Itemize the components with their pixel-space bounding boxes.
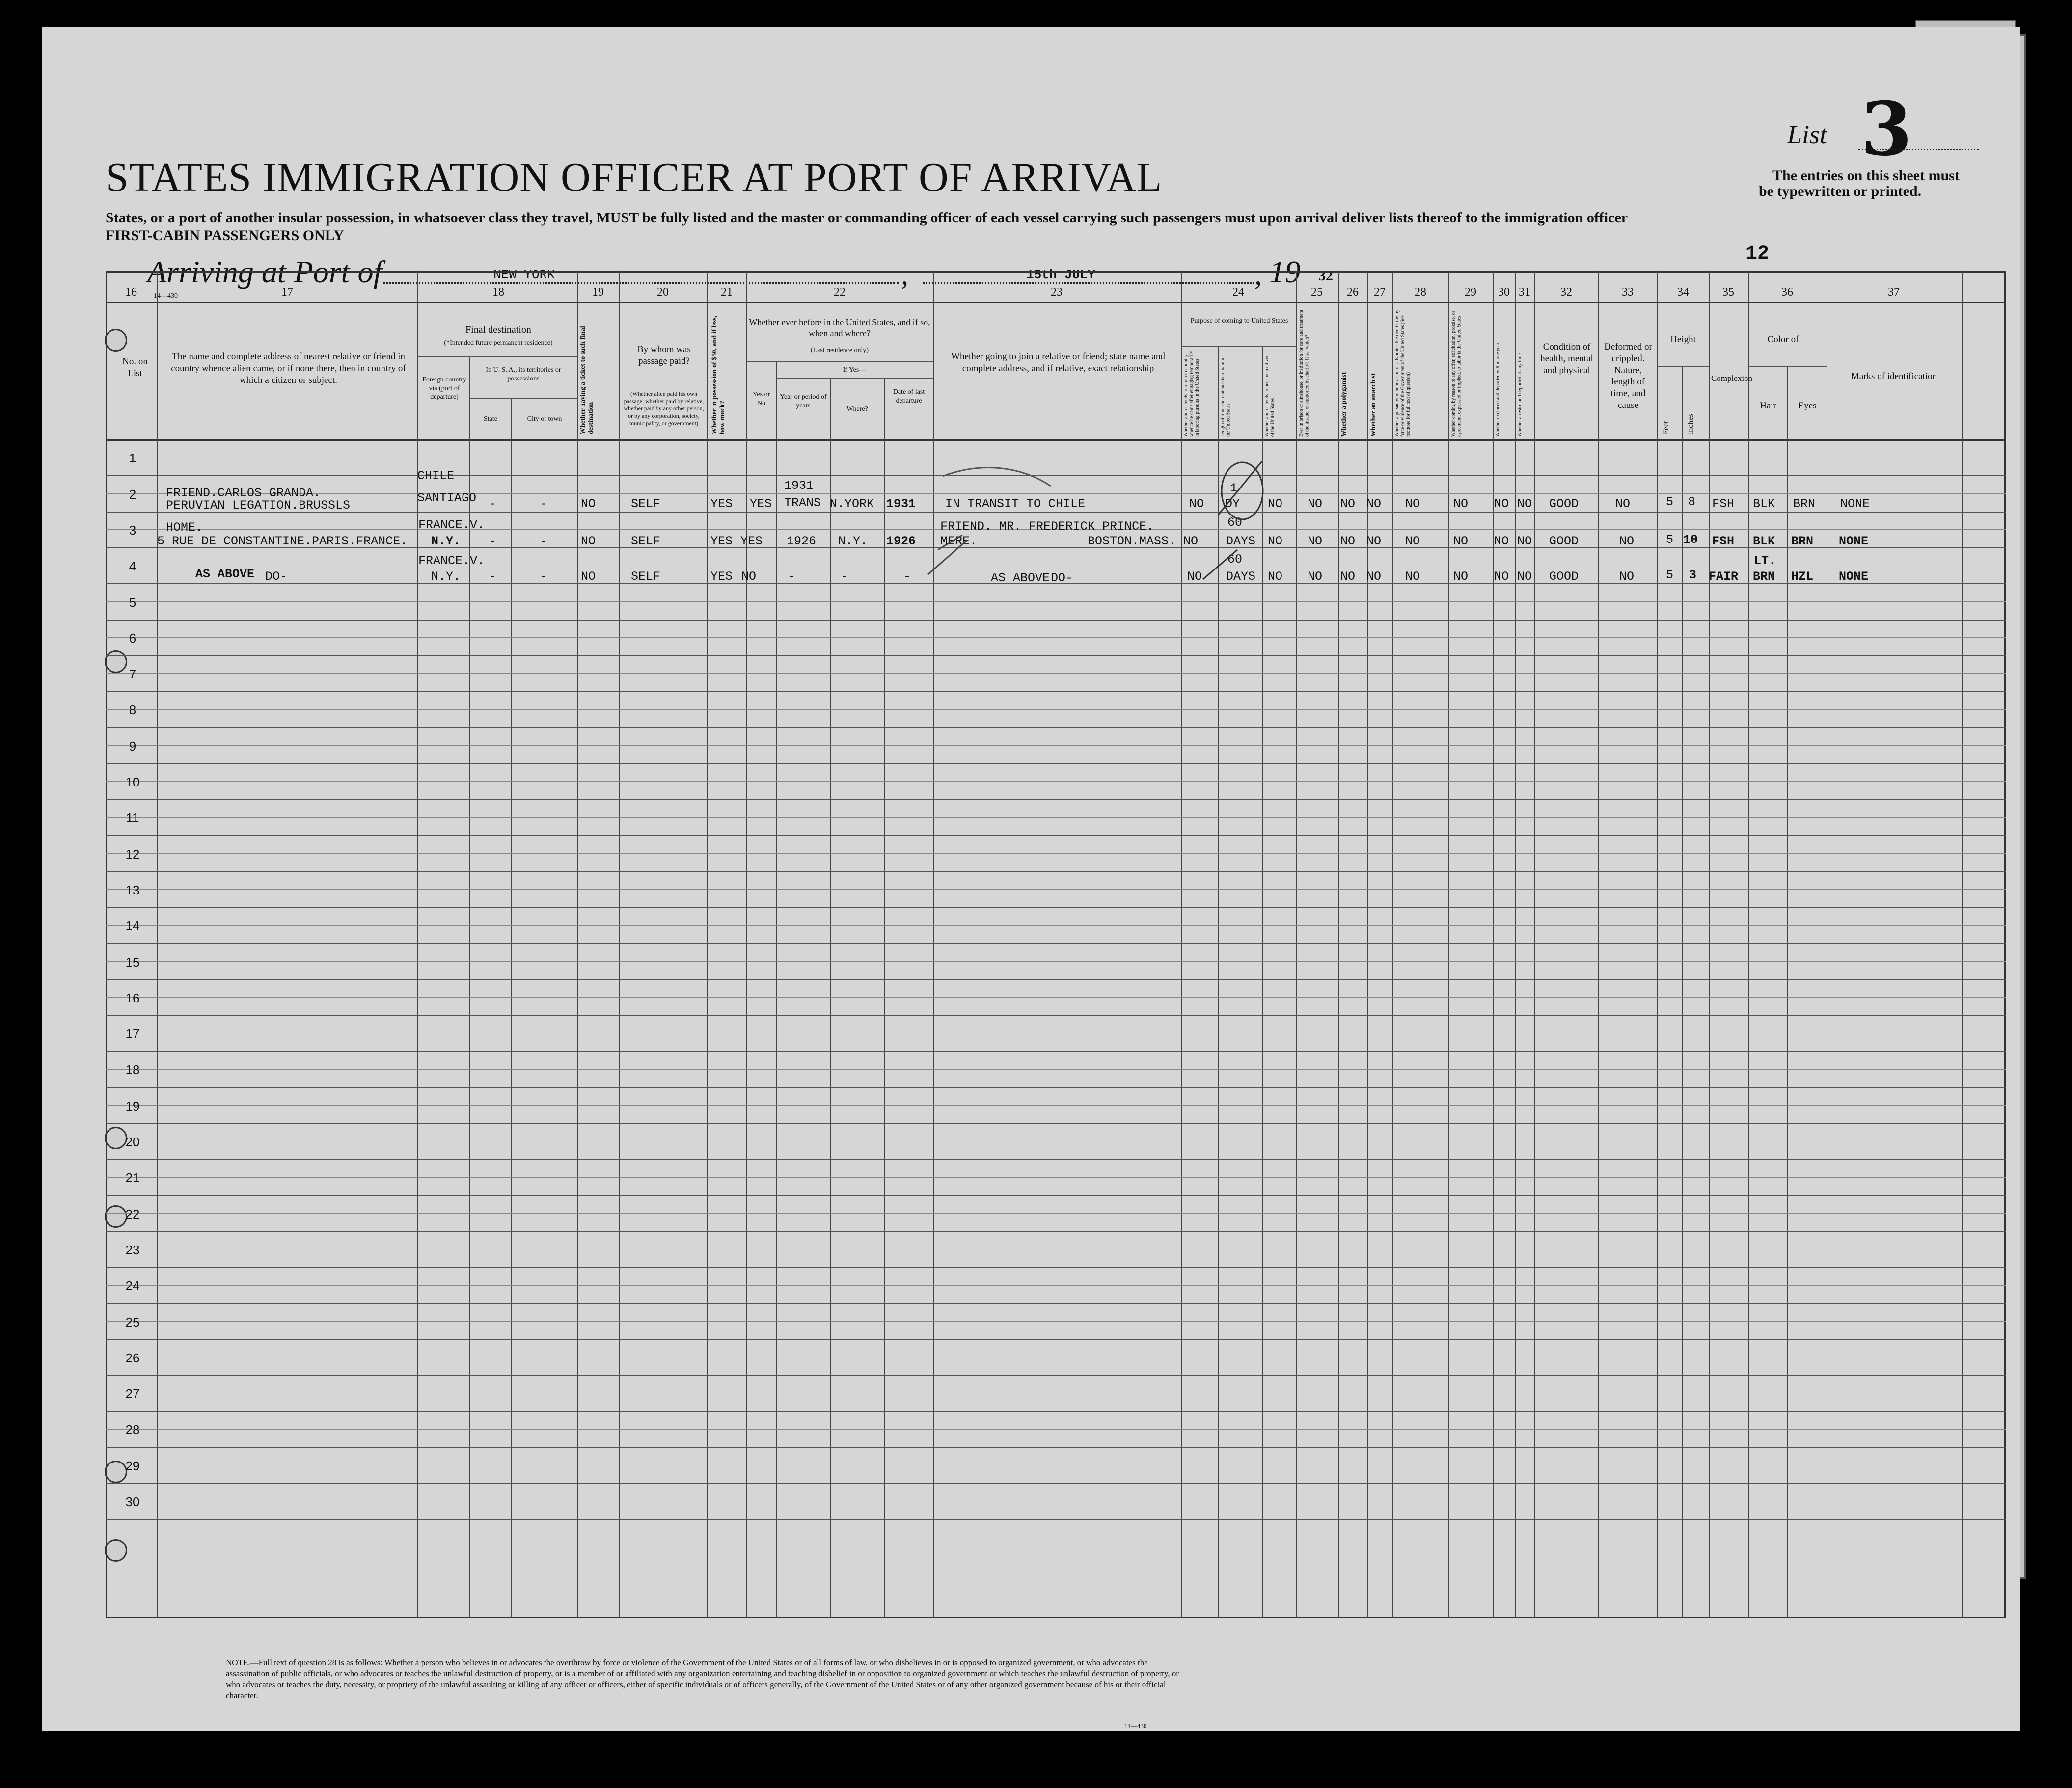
entry-3-inches: 3 bbox=[1689, 568, 1697, 582]
entry-2-last-departure: 1926 bbox=[886, 534, 916, 548]
row-subrule bbox=[106, 1105, 2006, 1106]
entry-3-year: - bbox=[788, 569, 796, 584]
pencil-marks bbox=[923, 432, 1296, 589]
column-divider bbox=[1515, 271, 1516, 1618]
row-number: 25 bbox=[125, 1314, 140, 1329]
pencil-circle bbox=[1222, 462, 1263, 519]
header-health: Condition of health, mental and physical bbox=[1540, 342, 1593, 376]
header-foreign-country: Foreign country via (port of departure) bbox=[422, 376, 466, 401]
row-rule bbox=[106, 907, 2006, 908]
entry-1-labor-offer: NO bbox=[1453, 497, 1469, 511]
entry-1-before: YES bbox=[750, 497, 772, 511]
entry-1-health: GOOD bbox=[1549, 497, 1579, 511]
footnote-form-number: 14—430 bbox=[1124, 1722, 1147, 1730]
subheader-rule bbox=[469, 398, 577, 399]
header-deformed: Deformed or crippled. Nature, length of time, and cause bbox=[1604, 342, 1652, 410]
entry-1-inches: 8 bbox=[1688, 495, 1696, 509]
entry-2-purpose-citizen: NO bbox=[1268, 534, 1283, 548]
entry-1-foreign-port: SANTIAGO bbox=[417, 491, 477, 505]
row-rule bbox=[106, 655, 2006, 656]
header-passage-paid: By whom was passage paid? bbox=[637, 344, 691, 366]
row-subrule bbox=[106, 817, 2006, 818]
entry-3-purpose-return: NO bbox=[1187, 569, 1202, 584]
row-number: 13 bbox=[125, 882, 140, 897]
column-number: 17 bbox=[281, 286, 293, 298]
header-no-on-list: No. on List bbox=[122, 356, 148, 379]
row-number: 26 bbox=[125, 1350, 140, 1365]
entry-2-purpose-length: 60 bbox=[1227, 515, 1243, 530]
entry-2-complexion: FSH bbox=[1712, 534, 1735, 548]
entry-3-excluded: NO bbox=[1494, 569, 1509, 584]
entry-2-eyes: BRN bbox=[1791, 534, 1814, 548]
entry-2-feet: 5 bbox=[1666, 533, 1674, 547]
row-rule bbox=[106, 1123, 2006, 1124]
entry-2-paid-by: SELF bbox=[631, 534, 661, 548]
column-number: 35 bbox=[1722, 286, 1734, 298]
header-ticket: Whether having a ticket to such final destination bbox=[579, 326, 595, 434]
row-subrule bbox=[106, 1285, 2006, 1286]
column-number: 32 bbox=[1560, 286, 1572, 298]
column-number: 37 bbox=[1888, 286, 1900, 298]
entry-3-purpose-length: 60 bbox=[1227, 552, 1243, 567]
header-height: Height bbox=[1670, 334, 1696, 345]
entry-2-hair: BLK bbox=[1753, 534, 1775, 548]
entry-3-polygamist: NO bbox=[1340, 569, 1356, 584]
row-subrule bbox=[106, 745, 2006, 746]
column-divider bbox=[1787, 366, 1788, 1618]
column-divider bbox=[776, 361, 777, 1618]
row-rule bbox=[106, 1519, 2006, 1520]
entry-3-arrested: NO bbox=[1517, 569, 1532, 584]
header-complexion: Complexion bbox=[1711, 374, 1753, 383]
header-eyes: Eyes bbox=[1798, 401, 1817, 411]
column-number: 24 bbox=[1232, 286, 1244, 298]
column-number: 18 bbox=[492, 286, 504, 298]
column-divider bbox=[619, 271, 620, 1618]
entry-3-labor-offer: NO bbox=[1453, 569, 1469, 584]
entry-2-foreign-port: N.Y. bbox=[431, 534, 461, 548]
entry-3-marks: NONE bbox=[1839, 569, 1869, 584]
row-subrule bbox=[106, 601, 2006, 602]
entry-1-polygamist: NO bbox=[1340, 497, 1356, 511]
row-number: 23 bbox=[125, 1242, 140, 1257]
pencil-stroke bbox=[928, 540, 967, 574]
column-number: 25 bbox=[1311, 286, 1323, 298]
entry-3-money: YES bbox=[710, 569, 733, 584]
row-rule bbox=[106, 727, 2006, 728]
row-number: 19 bbox=[125, 1098, 140, 1113]
entry-3-paid-by: SELF bbox=[631, 569, 661, 584]
list-note: be typewritten or printed. bbox=[1759, 183, 1922, 199]
row-subrule bbox=[106, 781, 2006, 782]
row-rule bbox=[106, 1483, 2006, 1484]
entry-3-overthrow: NO bbox=[1405, 569, 1420, 584]
row-number: 16 bbox=[125, 990, 140, 1005]
column-divider bbox=[511, 398, 512, 1618]
comma: , bbox=[1254, 258, 1262, 291]
row-subrule bbox=[106, 637, 2006, 638]
entry-3-hair-shade: LT. bbox=[1754, 554, 1776, 568]
column-number: 21 bbox=[721, 286, 733, 298]
entry-1-purpose-return: NO bbox=[1189, 497, 1204, 511]
row-subrule bbox=[106, 673, 2006, 674]
header-final-destination-note: (*Intended future permanent residence) bbox=[444, 339, 553, 347]
row-number: 30 bbox=[125, 1494, 140, 1509]
row-number: 29 bbox=[125, 1458, 140, 1473]
column-divider bbox=[884, 378, 885, 1618]
header-if-yes: If Yes— bbox=[843, 366, 866, 374]
entry-1-relative-address: PERUVIAN LEGATION.BRUSSLS bbox=[166, 498, 351, 513]
entry-3-ticket: NO bbox=[581, 569, 596, 584]
entry-2-deformed: NO bbox=[1619, 534, 1635, 548]
entry-3-relative: AS ABOVE bbox=[195, 567, 255, 581]
pencil-stroke bbox=[1203, 550, 1237, 579]
row-number: 17 bbox=[125, 1027, 140, 1042]
entry-1-purpose-length-unit: DY bbox=[1225, 497, 1240, 511]
header-anarchist: Whether an anarchist bbox=[1370, 373, 1377, 437]
entry-1-ticket: NO bbox=[581, 497, 596, 511]
entry-2-marks: NONE bbox=[1839, 534, 1869, 548]
row-rule bbox=[106, 620, 2006, 621]
row-rule bbox=[106, 1015, 2006, 1016]
entry-1-eyes: BRN bbox=[1793, 497, 1816, 511]
entry-2-join-relation: MERE. bbox=[940, 534, 978, 548]
entry-2-where: N.Y. bbox=[838, 534, 868, 548]
column-divider bbox=[1392, 271, 1393, 1618]
entry-1-excluded: NO bbox=[1494, 497, 1509, 511]
entry-2-arrested: NO bbox=[1517, 534, 1532, 548]
column-number: 31 bbox=[1519, 286, 1530, 298]
entry-3-purpose-length-unit: DAYS bbox=[1226, 569, 1256, 584]
entry-1-purpose-citizen: NO bbox=[1268, 497, 1283, 511]
header-purpose-length: Length of time alien intends to remain in the United States bbox=[1220, 356, 1231, 437]
column-divider bbox=[1962, 271, 1963, 1618]
column-number: 30 bbox=[1498, 286, 1510, 298]
header-last-residence: (Last residence only) bbox=[810, 347, 869, 354]
column-number: 28 bbox=[1415, 286, 1426, 298]
header-money: Whether in possession of $50, and if less, how much? bbox=[711, 315, 727, 434]
row-subrule bbox=[106, 997, 2006, 998]
column-divider bbox=[1682, 366, 1683, 1618]
header-hair: Hair bbox=[1760, 401, 1776, 411]
row-number: 10 bbox=[125, 775, 140, 789]
entry-1-hair: BLK bbox=[1753, 497, 1775, 511]
entry-3-foreign-port: N.Y. bbox=[431, 569, 461, 584]
entry-2-anarchist: NO bbox=[1366, 534, 1382, 548]
row-number: 27 bbox=[125, 1386, 140, 1402]
pencil-stroke bbox=[943, 468, 1051, 486]
entry-3-feet: 5 bbox=[1666, 568, 1674, 582]
arriving-label: Arriving at Port of bbox=[147, 254, 382, 289]
row-number: 7 bbox=[129, 667, 136, 682]
year-value: 32 bbox=[1318, 268, 1333, 284]
entry-2-relative-address: 5 RUE DE CONSTANTINE.PARIS.FRANCE. bbox=[157, 534, 408, 548]
header-passage-note: (Whether alien paid his own passage, whether paid by relative, whether paid by any other person, or by any corporation, society, municipality, or government) bbox=[624, 390, 704, 427]
entry-2-foreign-country: FRANCE.V. bbox=[418, 518, 485, 532]
row-rule bbox=[106, 835, 2006, 836]
entry-3-city: - bbox=[540, 569, 548, 584]
subheader-rule bbox=[746, 361, 933, 362]
column-divider bbox=[1493, 271, 1494, 1618]
row-number: 3 bbox=[129, 522, 136, 538]
header-in-usa: In U. S. A., its territories or possessions bbox=[486, 366, 561, 382]
column-divider bbox=[1657, 271, 1658, 1618]
column-divider bbox=[707, 271, 708, 1618]
column-number: 34 bbox=[1677, 286, 1689, 298]
column-number: 36 bbox=[1781, 286, 1793, 298]
row-number: 2 bbox=[129, 487, 136, 502]
column-divider bbox=[157, 271, 158, 1618]
entry-3-purpose-citizen: NO bbox=[1268, 569, 1283, 584]
row-number: 6 bbox=[129, 630, 136, 646]
column-divider bbox=[830, 378, 831, 1618]
row-subrule bbox=[106, 1069, 2006, 1070]
row-rule bbox=[106, 1411, 2006, 1412]
form-number: 14—430 bbox=[154, 292, 178, 299]
entry-1-prison: NO bbox=[1308, 497, 1323, 511]
row-rule bbox=[106, 1303, 2006, 1304]
year-prefix: 19 bbox=[1269, 254, 1301, 289]
row-rule bbox=[106, 943, 2006, 944]
entry-3-where: - bbox=[841, 569, 848, 584]
row-number: 21 bbox=[125, 1170, 140, 1186]
row-number: 14 bbox=[125, 919, 140, 934]
entry-2-state: - bbox=[489, 534, 496, 548]
entry-3-foreign-country: FRANCE.V. bbox=[418, 554, 485, 568]
entry-3-join-ditto: DO- bbox=[1051, 571, 1073, 585]
row-number: 4 bbox=[129, 559, 136, 574]
entry-1-complexion: FSH bbox=[1712, 497, 1735, 511]
row-rule bbox=[106, 1447, 2006, 1448]
column-divider bbox=[1338, 271, 1339, 1618]
row-number: 24 bbox=[125, 1278, 140, 1294]
row-rule bbox=[106, 1267, 2006, 1268]
row-rule bbox=[106, 871, 2006, 872]
entry-1-purpose-length: 1 bbox=[1230, 481, 1238, 495]
port-value: NEW YORK bbox=[493, 268, 555, 282]
entry-2-overthrow: NO bbox=[1405, 534, 1420, 548]
entry-3-complexion: FAIR bbox=[1709, 569, 1739, 584]
entry-3-prison: NO bbox=[1308, 569, 1323, 584]
header-before-in-us: Whether ever before in the United States, and if so, when and where? bbox=[749, 317, 930, 338]
column-divider bbox=[1748, 271, 1749, 1618]
entry-1-anarchist: NO bbox=[1366, 497, 1382, 511]
column-number: 19 bbox=[592, 286, 604, 298]
row-subrule bbox=[106, 1213, 2006, 1214]
row-rule bbox=[106, 691, 2006, 692]
column-number: 29 bbox=[1465, 286, 1476, 298]
entry-1-year: 1931 bbox=[784, 479, 814, 493]
row-rule bbox=[106, 1159, 2006, 1160]
column-number: 27 bbox=[1374, 286, 1386, 298]
entry-1-deformed: NO bbox=[1615, 497, 1631, 511]
column-divider bbox=[577, 271, 578, 1618]
row-subrule bbox=[106, 709, 2006, 710]
column-number: 22 bbox=[834, 286, 845, 298]
entry-3-relative-ditto: DO- bbox=[265, 569, 288, 584]
column-number: 33 bbox=[1622, 286, 1634, 298]
row-number: 9 bbox=[129, 738, 136, 754]
entry-3-deformed: NO bbox=[1619, 569, 1635, 584]
entry-1-city: - bbox=[540, 497, 548, 511]
list-label: List bbox=[1787, 120, 1827, 149]
column-divider bbox=[1709, 271, 1710, 1618]
list-number: 3 bbox=[1861, 86, 1912, 172]
row-number: 11 bbox=[126, 811, 139, 826]
date-value: 15th JULY bbox=[1026, 268, 1095, 282]
column-number: 20 bbox=[657, 286, 669, 298]
entry-2-prison: NO bbox=[1308, 534, 1323, 548]
header-state: State bbox=[484, 415, 497, 423]
entry-3-anarchist: NO bbox=[1366, 569, 1382, 584]
entry-2-before: YES bbox=[740, 534, 763, 548]
header-marks: Marks of identification bbox=[1851, 371, 1937, 381]
row-subrule bbox=[106, 1177, 2006, 1178]
subheader-rule bbox=[1181, 346, 1296, 347]
row-number: 28 bbox=[125, 1422, 140, 1437]
header-feet: Feet bbox=[1662, 421, 1670, 434]
header-color: Color of— bbox=[1767, 334, 1808, 345]
column-number: 16 bbox=[125, 286, 137, 298]
header-excluded: Whether excluded and deported within one year bbox=[1495, 342, 1500, 437]
entry-2-relative: HOME. bbox=[166, 520, 203, 535]
row-subrule bbox=[106, 961, 2006, 962]
entry-1-arrested: NO bbox=[1517, 497, 1532, 511]
row-number: 12 bbox=[125, 846, 140, 862]
entry-2-polygamist: NO bbox=[1340, 534, 1356, 548]
header-labor-offer: Whether coming by reason of any offer, solicitation, promise, or agreement, expressed or implied, to labor in the United States bbox=[1451, 310, 1462, 437]
row-subrule bbox=[106, 853, 2006, 854]
entry-1-foreign-country: CHILE bbox=[417, 469, 455, 483]
column-divider bbox=[746, 271, 747, 1618]
row-rule bbox=[106, 763, 2006, 764]
header-arrested: Whether arrested and deported at any time bbox=[1517, 353, 1523, 437]
entry-2-money: YES bbox=[710, 534, 733, 548]
row-subrule bbox=[106, 1429, 2006, 1430]
column-divider bbox=[1534, 271, 1535, 1618]
entry-1-paid-by: SELF bbox=[631, 497, 661, 511]
entry-1-join: IN TRANSIT TO CHILE bbox=[945, 497, 1086, 511]
entry-1-money: YES bbox=[710, 497, 733, 511]
row-rule bbox=[106, 1195, 2006, 1196]
row-rule bbox=[106, 979, 2006, 980]
entry-1-relative: FRIEND.CARLOS GRANDA. bbox=[166, 486, 321, 500]
header-purpose-citizen: Whether alien intends to become a citizen of the United States bbox=[1264, 354, 1276, 437]
subheader-rule bbox=[417, 356, 577, 357]
comma: , bbox=[901, 258, 908, 291]
row-rule bbox=[106, 1339, 2006, 1340]
header-overthrow: Whether a person who believes in or advocates the overthrow by force or violence of the Government of the United States (See footnote for full text of question) bbox=[1394, 309, 1411, 437]
page-subtitle: States, or a port of another insular possession, in whatsoever class they travel, MUST be fully listed and the master or commanding officer of each vessel carrying such passengers must upon arrival deliver lists thereof to the immigration officer bbox=[106, 210, 1628, 226]
entry-3-health: GOOD bbox=[1549, 569, 1579, 584]
header-purpose: Purpose of coming to United States bbox=[1190, 317, 1288, 325]
row-number: 22 bbox=[125, 1206, 140, 1221]
entry-2-labor-offer: NO bbox=[1453, 534, 1469, 548]
subheader-rule bbox=[1748, 366, 1827, 367]
entry-3-join: AS ABOVE bbox=[991, 571, 1050, 585]
row-number: 20 bbox=[125, 1135, 140, 1149]
row-subrule bbox=[106, 925, 2006, 926]
entry-1-marks: NONE bbox=[1840, 497, 1870, 511]
list-underline bbox=[1858, 149, 1979, 150]
row-rule bbox=[106, 799, 2006, 800]
column-divider bbox=[1367, 271, 1368, 1618]
entry-1-last-departure: 1931 bbox=[886, 497, 916, 511]
pencil-stroke bbox=[1218, 461, 1262, 515]
header-rule bbox=[106, 302, 2006, 303]
row-rule bbox=[106, 1375, 2006, 1376]
header-last-departure: Date of last departure bbox=[893, 388, 925, 405]
page-title: STATES IMMIGRATION OFFICER AT PORT OF ARRIVAL bbox=[106, 155, 1163, 200]
row-rule bbox=[106, 1087, 2006, 1088]
entry-2-health: GOOD bbox=[1549, 534, 1579, 548]
row-subrule bbox=[106, 889, 2006, 890]
header-purpose-return: Whether alien intends to return to country whence he came after engaging temporarily in laboring pursuits in the United States bbox=[1183, 351, 1200, 437]
row-number: 15 bbox=[125, 954, 140, 970]
entry-1-where: N.YORK bbox=[830, 497, 874, 511]
row-subrule bbox=[106, 1321, 2006, 1322]
column-divider bbox=[1598, 271, 1599, 1618]
entry-2-purpose-length-unit: DAYS bbox=[1226, 534, 1256, 548]
entry-2-join-place: BOSTON.MASS. bbox=[1088, 534, 1176, 548]
entry-1-overthrow: NO bbox=[1405, 497, 1420, 511]
entry-1-state: - bbox=[489, 497, 496, 511]
header-polygamist: Whether a polygamist bbox=[1340, 372, 1348, 437]
row-number: 18 bbox=[125, 1062, 140, 1078]
column-number: 23 bbox=[1051, 286, 1063, 298]
row-number: 5 bbox=[129, 595, 136, 610]
entry-2-year: 1926 bbox=[787, 534, 817, 548]
header-relative: The name and complete address of nearest relative or friend in country whence alien came, or if none there, then in country of which a citizen or subject. bbox=[171, 352, 406, 385]
header-year: Year or period of years bbox=[780, 393, 827, 409]
header-city: City or town bbox=[527, 415, 562, 423]
sheet-number: 12 bbox=[1745, 243, 1770, 265]
entry-2-purpose-return: NO bbox=[1183, 534, 1199, 548]
row-rule bbox=[106, 1051, 2006, 1052]
header-inches: Inches bbox=[1687, 414, 1695, 434]
entry-2-excluded: NO bbox=[1494, 534, 1509, 548]
entry-2-join: FRIEND. MR. FREDERICK PRINCE. bbox=[940, 519, 1154, 534]
header-final-destination: Final destination bbox=[465, 325, 531, 335]
entry-2-inches: 10 bbox=[1683, 533, 1698, 547]
entry-3-eyes: HZL bbox=[1791, 569, 1814, 584]
row-rule bbox=[106, 1231, 2006, 1232]
row-number: 1 bbox=[129, 451, 136, 466]
entry-2-city: - bbox=[540, 534, 548, 548]
entry-2-ticket: NO bbox=[581, 534, 596, 548]
entry-1-year-note: TRANS bbox=[784, 496, 821, 510]
header-yes-or-no: Yes or No bbox=[752, 391, 770, 407]
entry-3-before: NO bbox=[741, 569, 757, 584]
subheader-rule bbox=[776, 378, 933, 379]
entry-3-hair: BRN bbox=[1753, 569, 1775, 584]
header-prison: Ever in prison or almshouse, or institution for care and treatment of the insane, or supported by charity? If so, which? bbox=[1299, 309, 1310, 437]
entry-3-last-departure: - bbox=[903, 569, 911, 584]
list-note: The entries on this sheet must bbox=[1772, 167, 1960, 184]
class-line: FIRST-CABIN PASSENGERS ONLY bbox=[106, 227, 344, 244]
subheader-rule bbox=[1657, 366, 1709, 367]
column-divider bbox=[1296, 271, 1297, 1618]
footnote: NOTE.—Full text of question 28 is as follows: Whether a person who believes in or advocates the overthrow by force or violence of the Government of the United States or of all forms of law, or who disbelieves in or is opposed to organized government, or who advocates the assassination of public officials, or who advocates or teaches the unlawful destruction of property, or is a member of or affiliated with any organization entertaining and teaching disbelief in or opposition to organized government or which teaches the unlawful destruction of property, or who advocates or teaches the duty, necessity, or propriety of the unlawful assaulting or killing of any officer or officers, either of specific individuals or of officers generally, of the Government of the United States or of any other organized government because of his or their official character. bbox=[226, 1658, 1179, 1701]
header-join-relative: Whether going to join a relative or friend; state name and complete address, and if relative, exact relationship bbox=[951, 352, 1165, 374]
column-divider bbox=[1448, 271, 1449, 1618]
entry-3-state: - bbox=[489, 569, 496, 584]
entry-1-feet: 5 bbox=[1666, 495, 1674, 509]
column-number: 26 bbox=[1347, 286, 1359, 298]
row-number: 8 bbox=[129, 703, 136, 718]
header-where: Where? bbox=[846, 406, 868, 413]
